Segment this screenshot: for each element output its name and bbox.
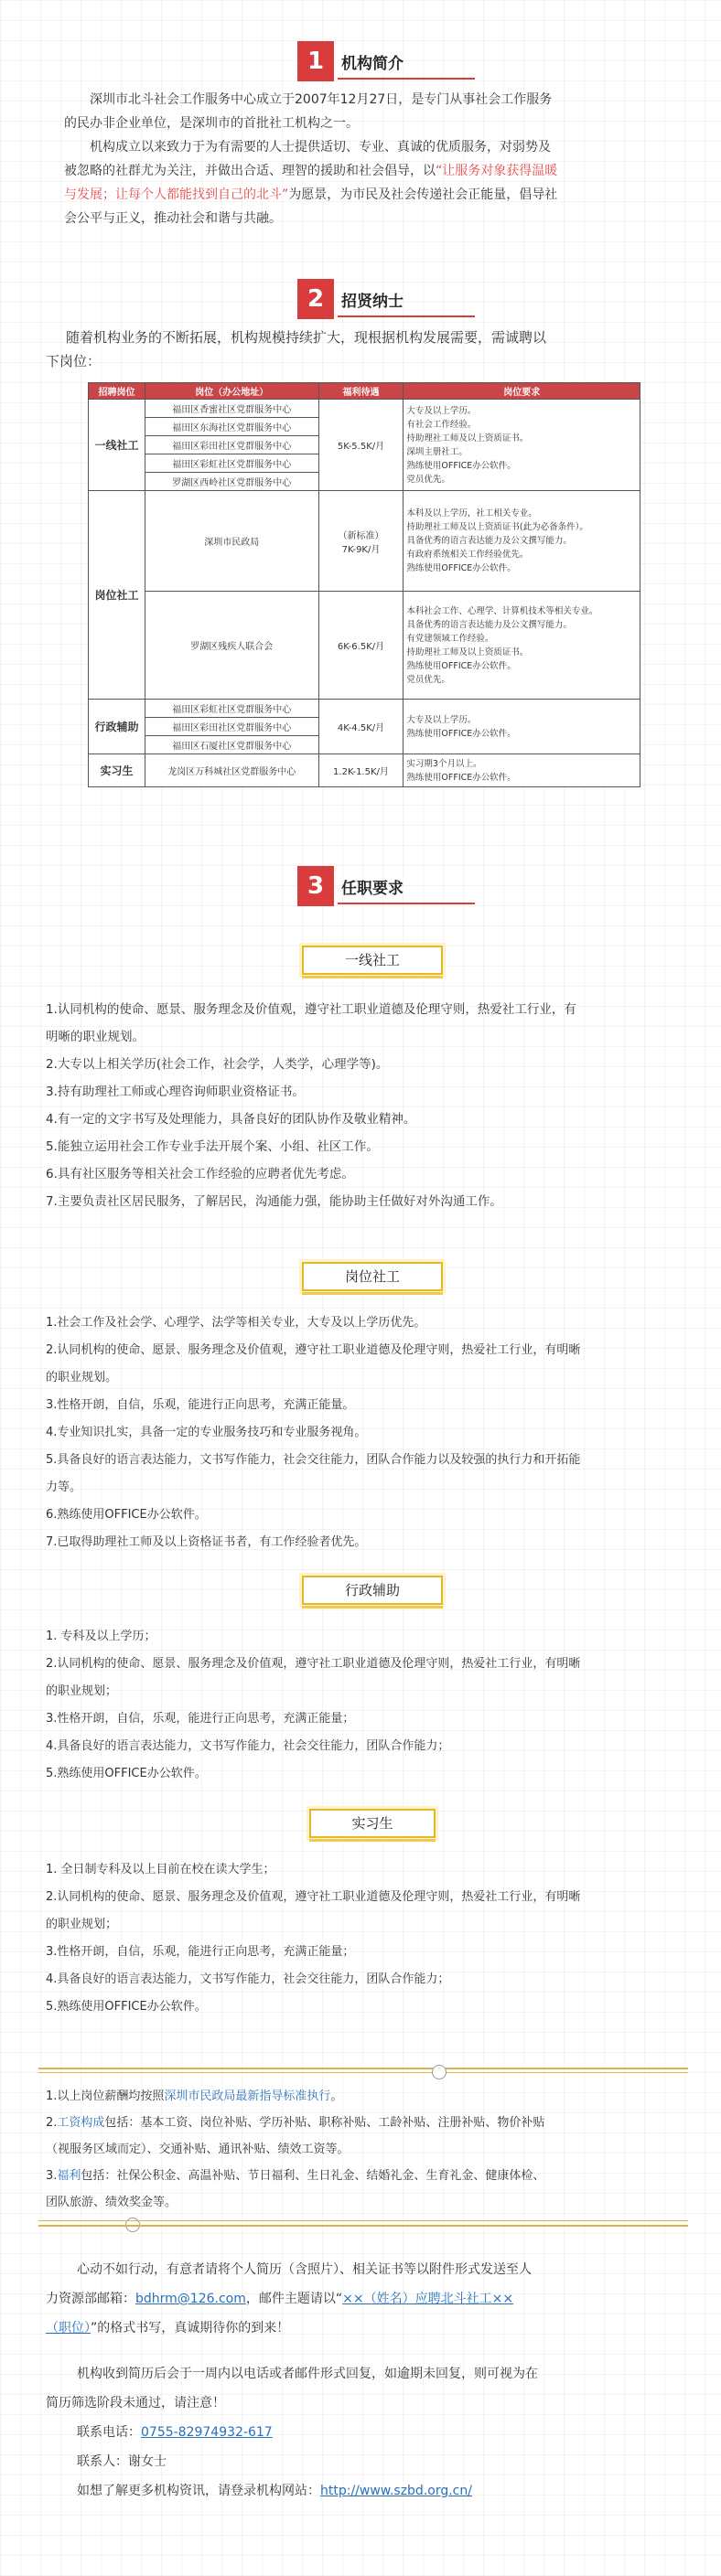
- list-item: 的职业规划；: [46, 1918, 118, 1931]
- section-underline: [338, 903, 475, 904]
- list-item: 2.认同机构的使命、愿景、服务理念及价值观，遵守社工职业道德及伦理守则，热爱社工行业，有明晰: [46, 1343, 581, 1357]
- table-row: [89, 491, 640, 592]
- location-cell: 福田区彩虹社区党群服务中心: [145, 454, 318, 473]
- salary-cell: 1.2K-1.5K/月: [318, 754, 404, 787]
- email-subject: ××（姓名）应聘北斗社工××: [342, 2292, 514, 2306]
- list-item: 3.性格开朗，自信，乐观，能进行正向思考，充满正能量。: [46, 1398, 355, 1412]
- divider-top-thin: [38, 2072, 688, 2073]
- list-item: 5.能独立运用社会工作专业手法开展个案、小组、社区工作。: [46, 1139, 379, 1154]
- location-cell: 福田区香蜜社区党群服务中心: [145, 400, 318, 418]
- contact-phone: 联系电话：0755-82974932-617: [77, 2425, 273, 2440]
- jobs-table: [88, 382, 640, 787]
- requirement-cell: 实习期3个月以上。 熟练使用OFFICE办公软件。: [404, 754, 640, 787]
- location-cell: 福田区彩田社区党群服务中心: [145, 718, 318, 736]
- list-item: 4.具备良好的语言表达能力，文书写作能力，社会交往能力，团队合作能力；: [46, 1972, 450, 1986]
- requirements-list-intern: [46, 1856, 686, 2021]
- benefit-item: 1.以上岗位薪酬均按照深圳市民政局最新指导标准执行。: [46, 2090, 343, 2103]
- location-cell: 深圳市民政局: [145, 491, 318, 592]
- contact-person: 联系人：谢女士: [77, 2454, 167, 2469]
- contact-website: 如想了解更多机构资讯，请登录机构网站：http://www.szbd.org.cn/: [77, 2484, 472, 2498]
- intro-line: 机构成立以来致力于为有需要的人士提供适切、专业、真诚的优质服务，对弱势及: [90, 140, 551, 155]
- benefit-item: （视服务区域而定）、交通补贴、通讯补贴、绩效工资等。: [46, 2143, 350, 2156]
- header-cell: 岗位要求: [404, 383, 640, 400]
- section-2-header: [297, 279, 480, 319]
- role-tag-admin: 行政辅助: [302, 1576, 443, 1605]
- section-number: 1: [297, 41, 334, 81]
- requirements-list-admin: [46, 1623, 686, 1788]
- position-cell: 一线社工: [89, 400, 145, 491]
- section-3-header: [297, 866, 480, 906]
- benefit-item: 2.工资构成包括：基本工资、岗位补贴、学历补贴、职称补贴、工龄补贴、注册补贴、物价补贴: [46, 2116, 545, 2130]
- list-item: 1.认同机构的使命、愿景、服务理念及价值观，遵守社工职业道德及伦理守则，热爱社工行业，有: [46, 1002, 576, 1017]
- section-title: 机构简介: [341, 55, 404, 73]
- list-item: 7.已取得助理社工师及以上资格证书者，有工作经验者优先。: [46, 1535, 367, 1549]
- header-cell: 岗位（办公地址）: [145, 383, 318, 400]
- vision-text: 与发展；让每个人都能找到自己的北斗”: [64, 187, 289, 202]
- list-item: 5.熟练使用OFFICE办公软件。: [46, 1767, 207, 1780]
- list-item: 明晰的职业规划。: [46, 1030, 145, 1044]
- requirement-cell: 本科社会工作、心理学、计算机技术等相关专业。 具备优秀的语言表达能力及公文撰写能力。 有党建领域工作经验。 持助理社工师及以上资质证书。 熟练使用OFFICE办公软件。 党员优先。: [404, 592, 640, 700]
- intro-line: 深圳市北斗社会工作服务中心成立于2007年12月27日，是专门从事社会工作服务: [90, 92, 553, 107]
- intro-line: 的民办非企业单位，是深圳市的首批社工机构之一。: [64, 116, 359, 131]
- benefits-list: [46, 2083, 686, 2216]
- section-title: 任职要求: [341, 880, 404, 898]
- recruit-intro: 随着机构业务的不断拓展，机构规模持续扩大，现根据机构发展需要，需诚聘以 下岗位：: [46, 329, 547, 369]
- list-item: 5.具备良好的语言表达能力，文书写作能力，社会交往能力，团队合作能力以及较强的执行力和开拓能: [46, 1453, 581, 1467]
- salary-cell: 4K-4.5K/月: [318, 700, 404, 754]
- table-row: [89, 592, 640, 700]
- location-cell: 罗湖区残疾人联合会: [145, 592, 318, 700]
- requirements-list-post: [46, 1309, 686, 1556]
- header-cell: 招聘岗位: [89, 383, 145, 400]
- role-tag-frontline: 一线社工: [302, 946, 443, 975]
- position-cell: 实习生: [89, 754, 145, 787]
- section-title: 招贤纳士: [341, 293, 404, 311]
- requirement-cell: 本科及以上学历，社工相关专业。 持助理社工师及以上资质证书(此为必备条件）。 具备优秀的语言表达能力及公文撰写能力。 有政府系统相关工作经验优先。 熟练使用OFFICE办公软件。: [404, 491, 640, 592]
- location-cell: 福田区东海社区党群服务中心: [145, 418, 318, 436]
- location-cell: 福田区彩虹社区党群服务中心: [145, 700, 318, 718]
- list-item: 4.有一定的文字书写及处理能力，具备良好的团队协作及敬业精神。: [46, 1112, 416, 1127]
- phone-link[interactable]: 0755-82974932-617: [141, 2425, 273, 2440]
- list-item: 2.大专以上相关学历(社会工作，社会学，人类学，心理学等)。: [46, 1057, 389, 1072]
- intro-line: 被忽略的社群尤为关注，并做出合适、理智的援助和社会倡导，以“让服务对象获得温暖: [64, 164, 558, 178]
- requirements-list-frontline: [46, 996, 686, 1215]
- benefit-item: 3.福利包括：社保公积金、高温补贴、节日福利、生日礼金、结婚礼金、生育礼金、健康体检、: [46, 2169, 545, 2183]
- list-item: 的职业规划。: [46, 1371, 118, 1384]
- salary-cell: 6K-6.5K/月: [318, 592, 404, 700]
- salary-cell: （新标准） 7K-9K/月: [318, 491, 404, 592]
- list-item: 5.熟练使用OFFICE办公软件。: [46, 2000, 207, 2014]
- table-header-row: [89, 383, 640, 400]
- vision-text: “让服务对象获得温暖: [436, 164, 558, 178]
- benefit-item: 团队旅游、绩效奖金等。: [46, 2196, 178, 2209]
- section-number: 3: [297, 866, 334, 906]
- location-cell: 福田区石厦社区党群服务中心: [145, 736, 318, 754]
- section-number: 2: [297, 279, 334, 319]
- list-item: 力等。: [46, 1480, 82, 1494]
- divider-ornament: [432, 2065, 447, 2079]
- table-row: [89, 400, 640, 418]
- location-cell: 福田区彩田社区党群服务中心: [145, 436, 318, 454]
- list-item: 6.熟练使用OFFICE办公软件。: [46, 1508, 207, 1522]
- position-cell: 行政辅助: [89, 700, 145, 754]
- list-item: 7.主要负责社区居民服务，了解居民，沟通能力强，能协助主任做好对外沟通工作。: [46, 1194, 502, 1209]
- requirement-cell: 大专及以上学历。 熟练使用OFFICE办公软件。: [404, 700, 640, 754]
- list-item: 3.持有助理社工师或心理咨询师职业资格证书。: [46, 1085, 305, 1099]
- header-cell: 福利待遇: [318, 383, 404, 400]
- list-item: 1. 专科及以上学历；: [46, 1630, 156, 1643]
- location-cell: 龙岗区万科城社区党群服务中心: [145, 754, 318, 787]
- list-item: 3.性格开朗，自信，乐观，能进行正向思考，充满正能量；: [46, 1945, 355, 1959]
- location-cell: 罗湖区西岭社区党群服务中心: [145, 473, 318, 491]
- section-underline: [338, 315, 475, 317]
- section-1-header: [297, 41, 480, 81]
- list-item: 2.认同机构的使命、愿景、服务理念及价值观，遵守社工职业道德及伦理守则，热爱社工行业，有明晰: [46, 1657, 581, 1671]
- role-tag-post: 岗位社工: [302, 1262, 443, 1291]
- intro-line: 会公平与正义，推动社会和谐与共融。: [64, 211, 282, 226]
- list-item: 3.性格开朗，自信，乐观，能进行正向思考，充满正能量；: [46, 1712, 355, 1726]
- salary-cell: 5K-5.5K/月: [318, 400, 404, 491]
- intro-paragraph: [64, 88, 686, 230]
- list-item: 的职业规划；: [46, 1684, 118, 1698]
- divider-top: [38, 2068, 688, 2069]
- list-item: 6.具有社区服务等相关社会工作经验的应聘者优先考虑。: [46, 1167, 354, 1181]
- email-link[interactable]: bdhrm@126.com: [135, 2292, 246, 2306]
- position-cell: 岗位社工: [89, 491, 145, 700]
- list-item: 4.专业知识扎实，具备一定的专业服务技巧和专业服务视角。: [46, 1426, 367, 1439]
- divider-bottom-thin: [38, 2220, 688, 2221]
- intro-line: 与发展；让每个人都能找到自己的北斗”为愿景，为市民及社会传递社会正能量，倡导社: [64, 187, 558, 202]
- list-item: 1.社会工作及社会学、心理学、法学等相关专业，大专及以上学历优先。: [46, 1316, 426, 1330]
- requirement-cell: 大专及以上学历。 有社会工作经验。 持助理社工师及以上资质证书。 深圳主册社工。 熟练使用OFFICE办公软件。 党员优先。: [404, 400, 640, 491]
- email-subject: （职位）: [46, 2321, 91, 2336]
- role-tag-intern: 实习生: [309, 1809, 436, 1838]
- section-underline: [338, 78, 475, 80]
- list-item: 2.认同机构的使命、愿景、服务理念及价值观，遵守社工职业道德及伦理守则，热爱社工行业，有明晰: [46, 1890, 581, 1904]
- divider-bottom: [38, 2225, 688, 2227]
- list-item: 1. 全日制专科及以上目前在校在读大学生；: [46, 1863, 275, 1876]
- table-row: [89, 754, 640, 787]
- table-row: [89, 700, 640, 718]
- list-item: 4.具备良好的语言表达能力，文书写作能力，社会交往能力，团队合作能力；: [46, 1739, 450, 1753]
- contact-section: 心动不如行动，有意者请将个人简历（含照片）、相关证书等以附件形式发送至人 力资源部邮箱：bdhrm@126.com，邮件主题请以“××（姓名）应聘北斗社工×× （职位）”的格式书写，真诚期待你的到来！ 机构收到简历后会于一周内以电话或者邮件形式回复，如逾期未回复，则可视为在 简历筛选阶段未通过，请注意！ 联系电话：0755-82974932-617 联系人：谢女士 如想了解更多机构资讯，请登录机构网站：http://www.szbd.org.cn/: [46, 2255, 705, 2506]
- website-link[interactable]: http://www.szbd.org.cn/: [320, 2484, 472, 2498]
